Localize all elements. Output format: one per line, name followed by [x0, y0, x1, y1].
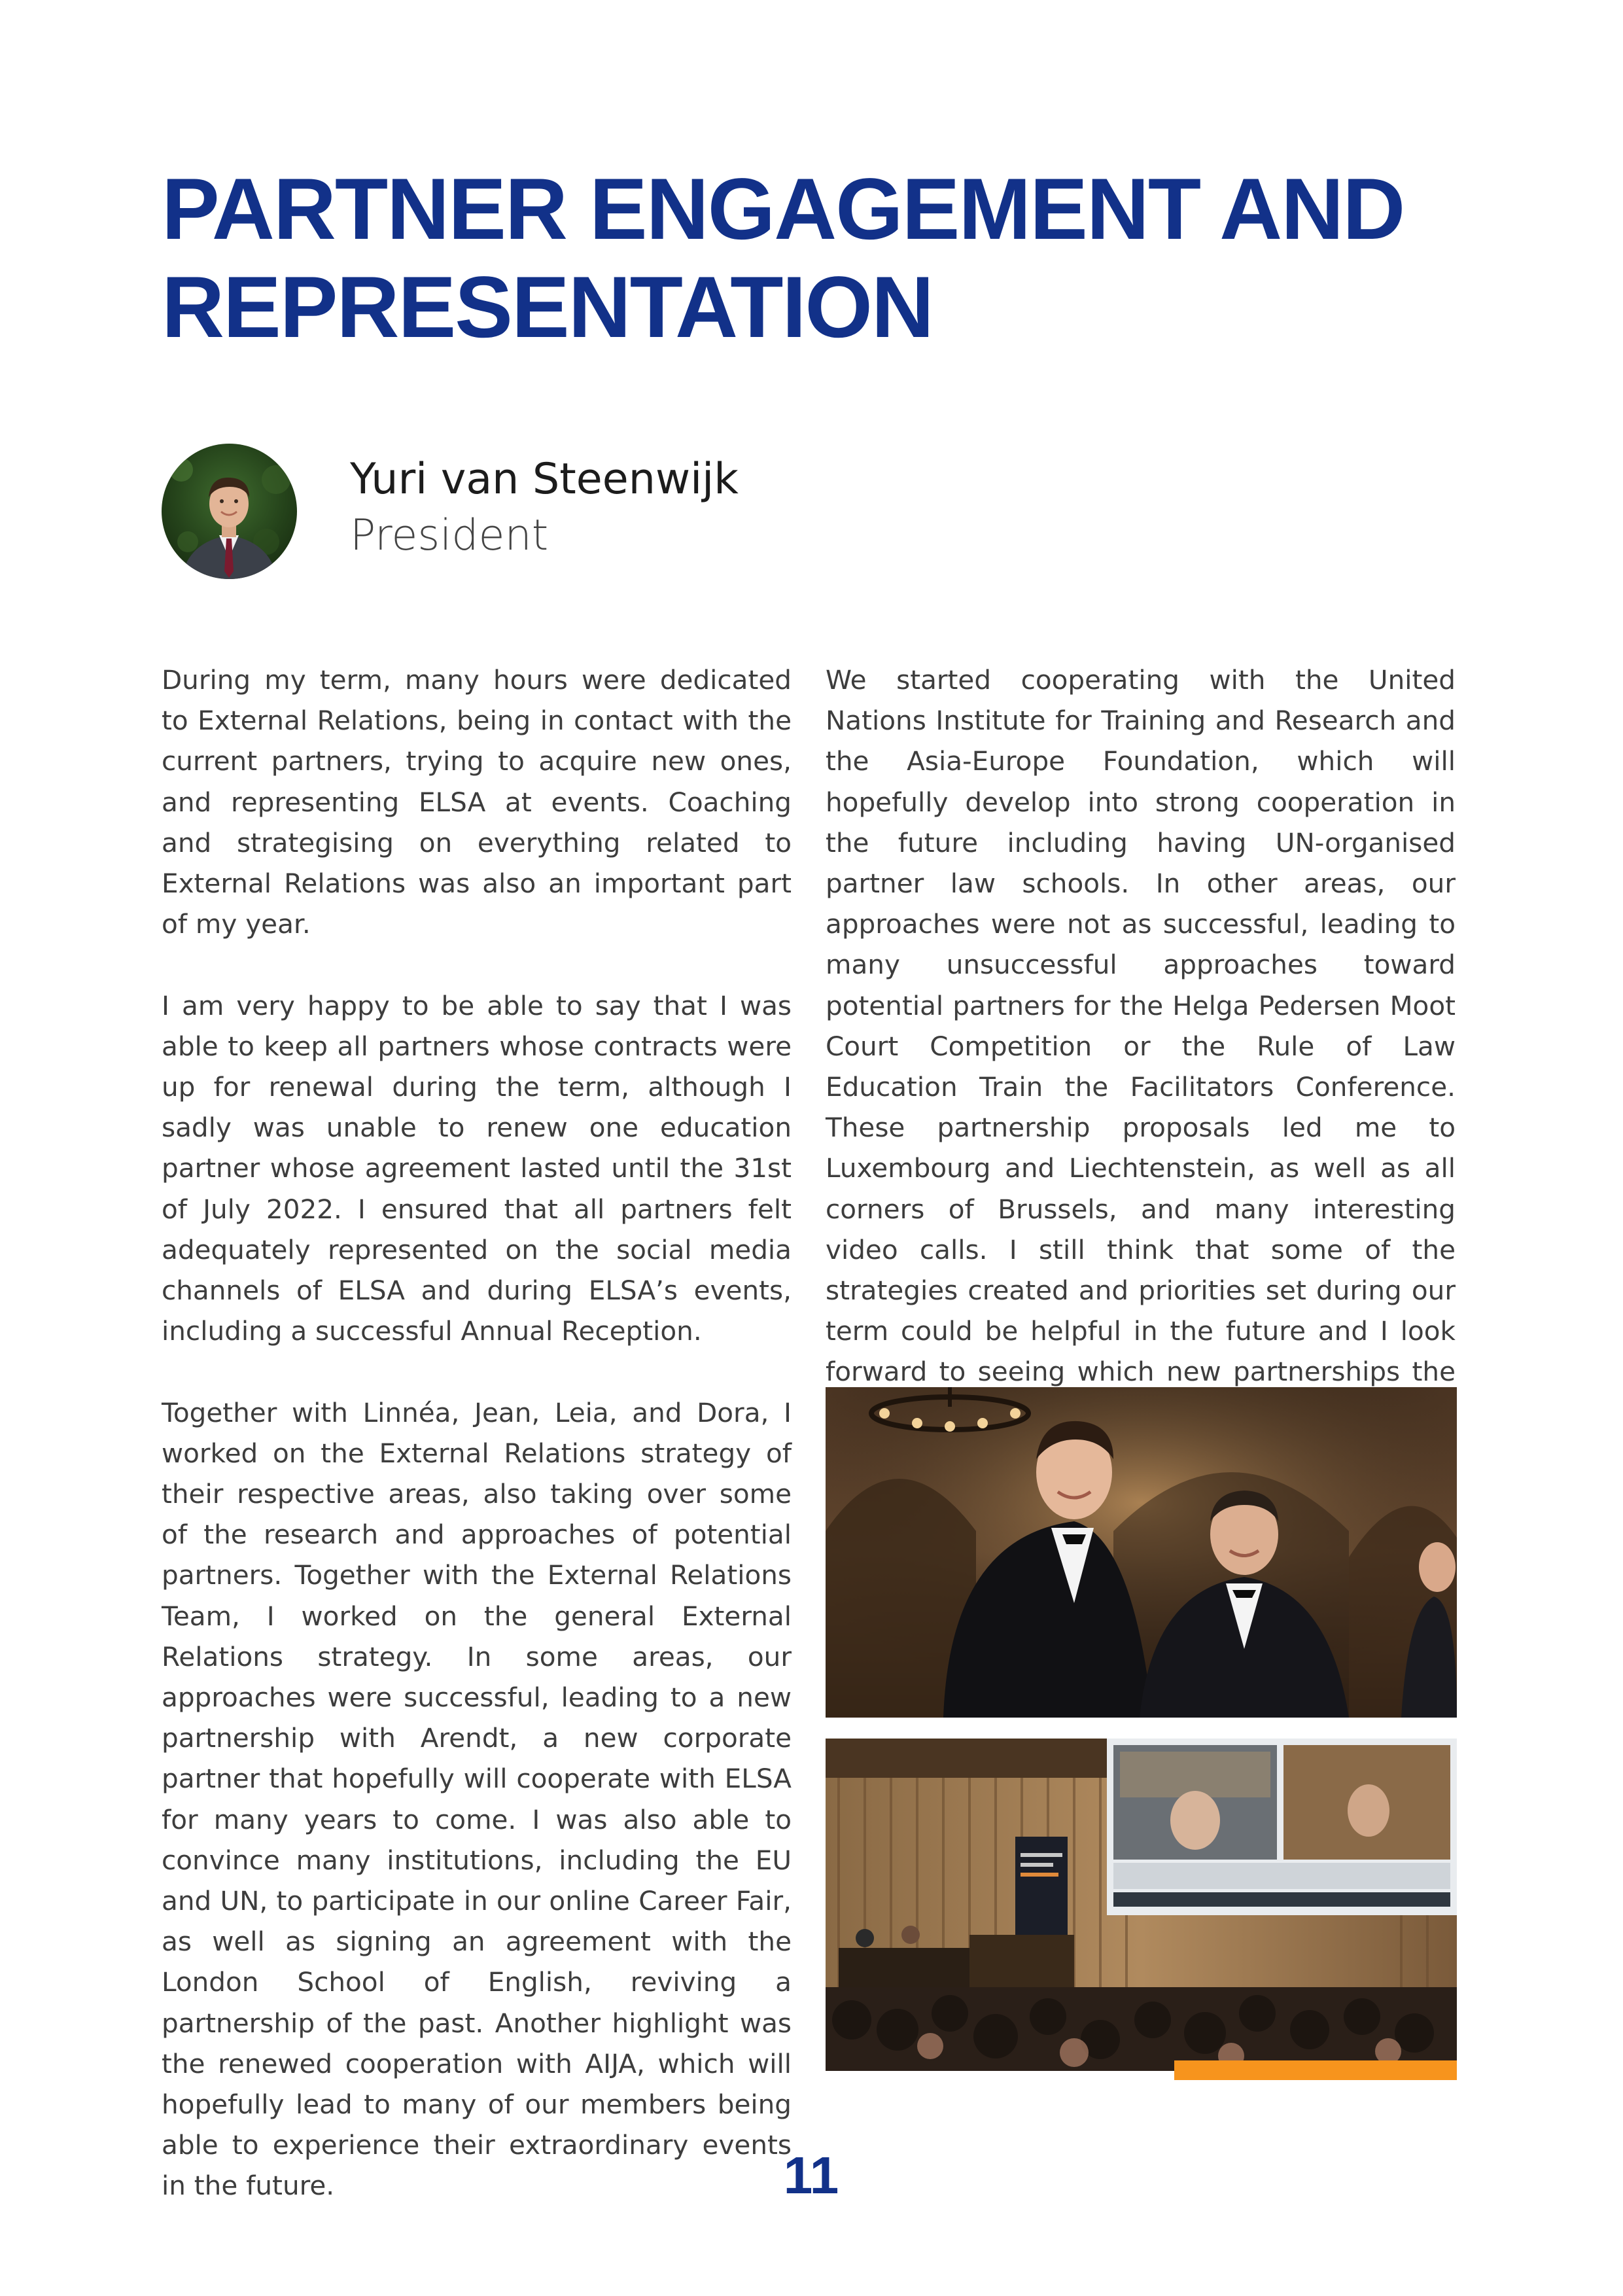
author-block	[350, 451, 739, 564]
left-paragraph-1: During my term, many hours were dedicated to External Relations, being in contact with the current partners, trying to acquire new ones, and representing ELSA at events. Coaching and strategising on everything related to External Relations was also an important part of my year.	[162, 664, 792, 940]
page-title-line-1: PARTNER ENGAGEMENT AND	[162, 161, 1405, 258]
page-number: 11	[783, 2146, 839, 2204]
page-title-line-2: REPRESENTATION	[162, 259, 933, 356]
page-title	[162, 160, 1470, 357]
gala-photo-icon	[826, 1387, 1457, 1718]
conference-photo	[826, 1739, 1457, 2071]
right-paragraph-1: We started cooperating with the United Nations Institute for Training and Research and the Asia-Europe Foundation, which will hopefully develop into strong cooperation in the future including having UN-organised partner law schools. In other areas, our approaches were not as successful, leading to many unsuccessful approaches toward potential partners for the Helga Pedersen Moot Court Competition or the Rule of Law Education Train the Facilitators Conference. These partnership proposals led me to Luxembourg and Liechtenstein, as well as all corners of Brussels, and many interesting video calls. I still think that some of the strategies created and priorities set during our term could be helpful in the future and I look forward to seeing which new partnerships the	[826, 664, 1456, 1388]
author-role: President	[350, 511, 549, 560]
left-paragraph-2: I am very happy to be able to say that I was able to keep all partners whose contracts were up for renewal during the term, although I sadly was unable to renew one education partner whose agreement lasted until the 31st of July 2022. I ensured that all partners felt adequately represented on the social media channels of ELSA and during ELSA’s events, including a successful Annual Reception.	[162, 989, 792, 1347]
author-avatar	[162, 444, 297, 579]
gala-photo	[826, 1387, 1457, 1718]
right-column	[826, 660, 1456, 1474]
left-paragraph-3: Together with Linnéa, Jean, Leia, and Dora, I worked on the External Relations strategy of their respective areas, also taking over some of the research and approaches of potential partners. Together with the External Relations Team, I worked on the general External Relations strategy. In some areas, our approaches were successful, leading to a new partnership with Arendt, a new corporate partner that hopefully will cooperate with ELSA for many years to come. I was also able to convince many institutions, including the EU and UN, to participate in our online Career Fair, as well as signing an agreement with the London School of English, reviving a partnership of the past. Another highlight was the renewed cooperation with AIJA, which will hopefully lead to many of our members being able to experience their extraordinary events in the future.	[162, 1396, 792, 2202]
conference-photo-icon	[826, 1739, 1457, 2071]
author-name: Yuri van Steenwijk	[350, 455, 739, 504]
avatar-photo-icon	[162, 444, 297, 579]
accent-bar	[1174, 2060, 1457, 2080]
left-column	[162, 660, 792, 2247]
